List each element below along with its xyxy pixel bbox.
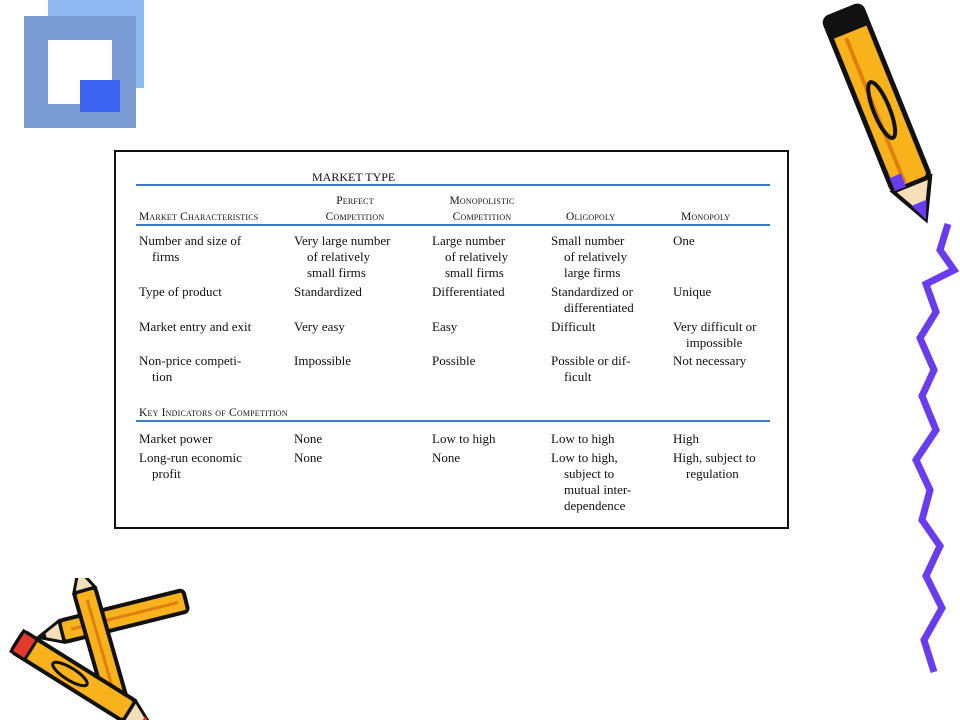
table-cell: Large number of relatively small firms xyxy=(432,233,509,280)
top-rule xyxy=(136,184,770,186)
table-cell: Difficult xyxy=(551,319,596,334)
logo-squares xyxy=(24,0,144,128)
table-cell: Standardized or differentiated xyxy=(551,284,634,315)
pencils-bottom-icon xyxy=(0,578,200,720)
table-cell: Low to high, subject to mutual inter- dependence xyxy=(551,450,632,513)
table-cell: Possible or dif- ficult xyxy=(551,353,631,384)
table-cell: Very easy xyxy=(294,319,345,334)
table-cell: Standardized xyxy=(294,284,362,299)
table-cell: Differentiated xyxy=(432,284,505,299)
pencil-right-icon xyxy=(806,0,960,232)
table-cell: High, subject to regulation xyxy=(673,450,756,481)
col-perfect-competition: Perfect Competition xyxy=(325,195,385,223)
squiggle-border xyxy=(896,220,960,680)
row-label: Market power xyxy=(139,431,213,446)
table-cell: None xyxy=(294,450,323,465)
table-cell: One xyxy=(673,233,695,248)
col-market-characteristics: Market Characteristics xyxy=(139,211,259,223)
row-label: Market entry and exit xyxy=(139,319,252,334)
row-label: Type of product xyxy=(139,284,222,299)
row-label: Number and size of firms xyxy=(139,233,242,264)
table-cell: Very difficult or impossible xyxy=(673,319,757,350)
table-cell: Not necessary xyxy=(673,353,747,368)
col-monopolistic-competition: Monopolistic Competition xyxy=(449,195,515,223)
header-rule xyxy=(136,224,770,226)
table-cell: Low to high xyxy=(551,431,615,446)
table-cell: None xyxy=(432,450,461,465)
table-cell: Low to high xyxy=(432,431,496,446)
row-label: Long-run economic profit xyxy=(139,450,242,481)
key-indicators-heading: Key Indicators of Competition xyxy=(139,407,288,419)
col-oligopoly: Oligopoly xyxy=(566,211,616,223)
table-cell: Impossible xyxy=(294,353,352,368)
table-cell: Small number of relatively large firms xyxy=(551,233,628,280)
table-cell: None xyxy=(294,431,323,446)
table-cell: Very large number of relatively small firms xyxy=(294,233,391,280)
row-label: Non-price competi- tion xyxy=(139,353,242,384)
indicators-rule xyxy=(136,420,770,422)
col-monopoly: Monopoly xyxy=(681,211,731,223)
table-cell: Possible xyxy=(432,353,476,368)
table-cell: Unique xyxy=(673,284,712,299)
market-type-heading: MARKET TYPE xyxy=(312,170,396,184)
table-cell: High xyxy=(673,431,699,446)
table-cell: Easy xyxy=(432,319,458,334)
market-type-table xyxy=(114,150,789,529)
